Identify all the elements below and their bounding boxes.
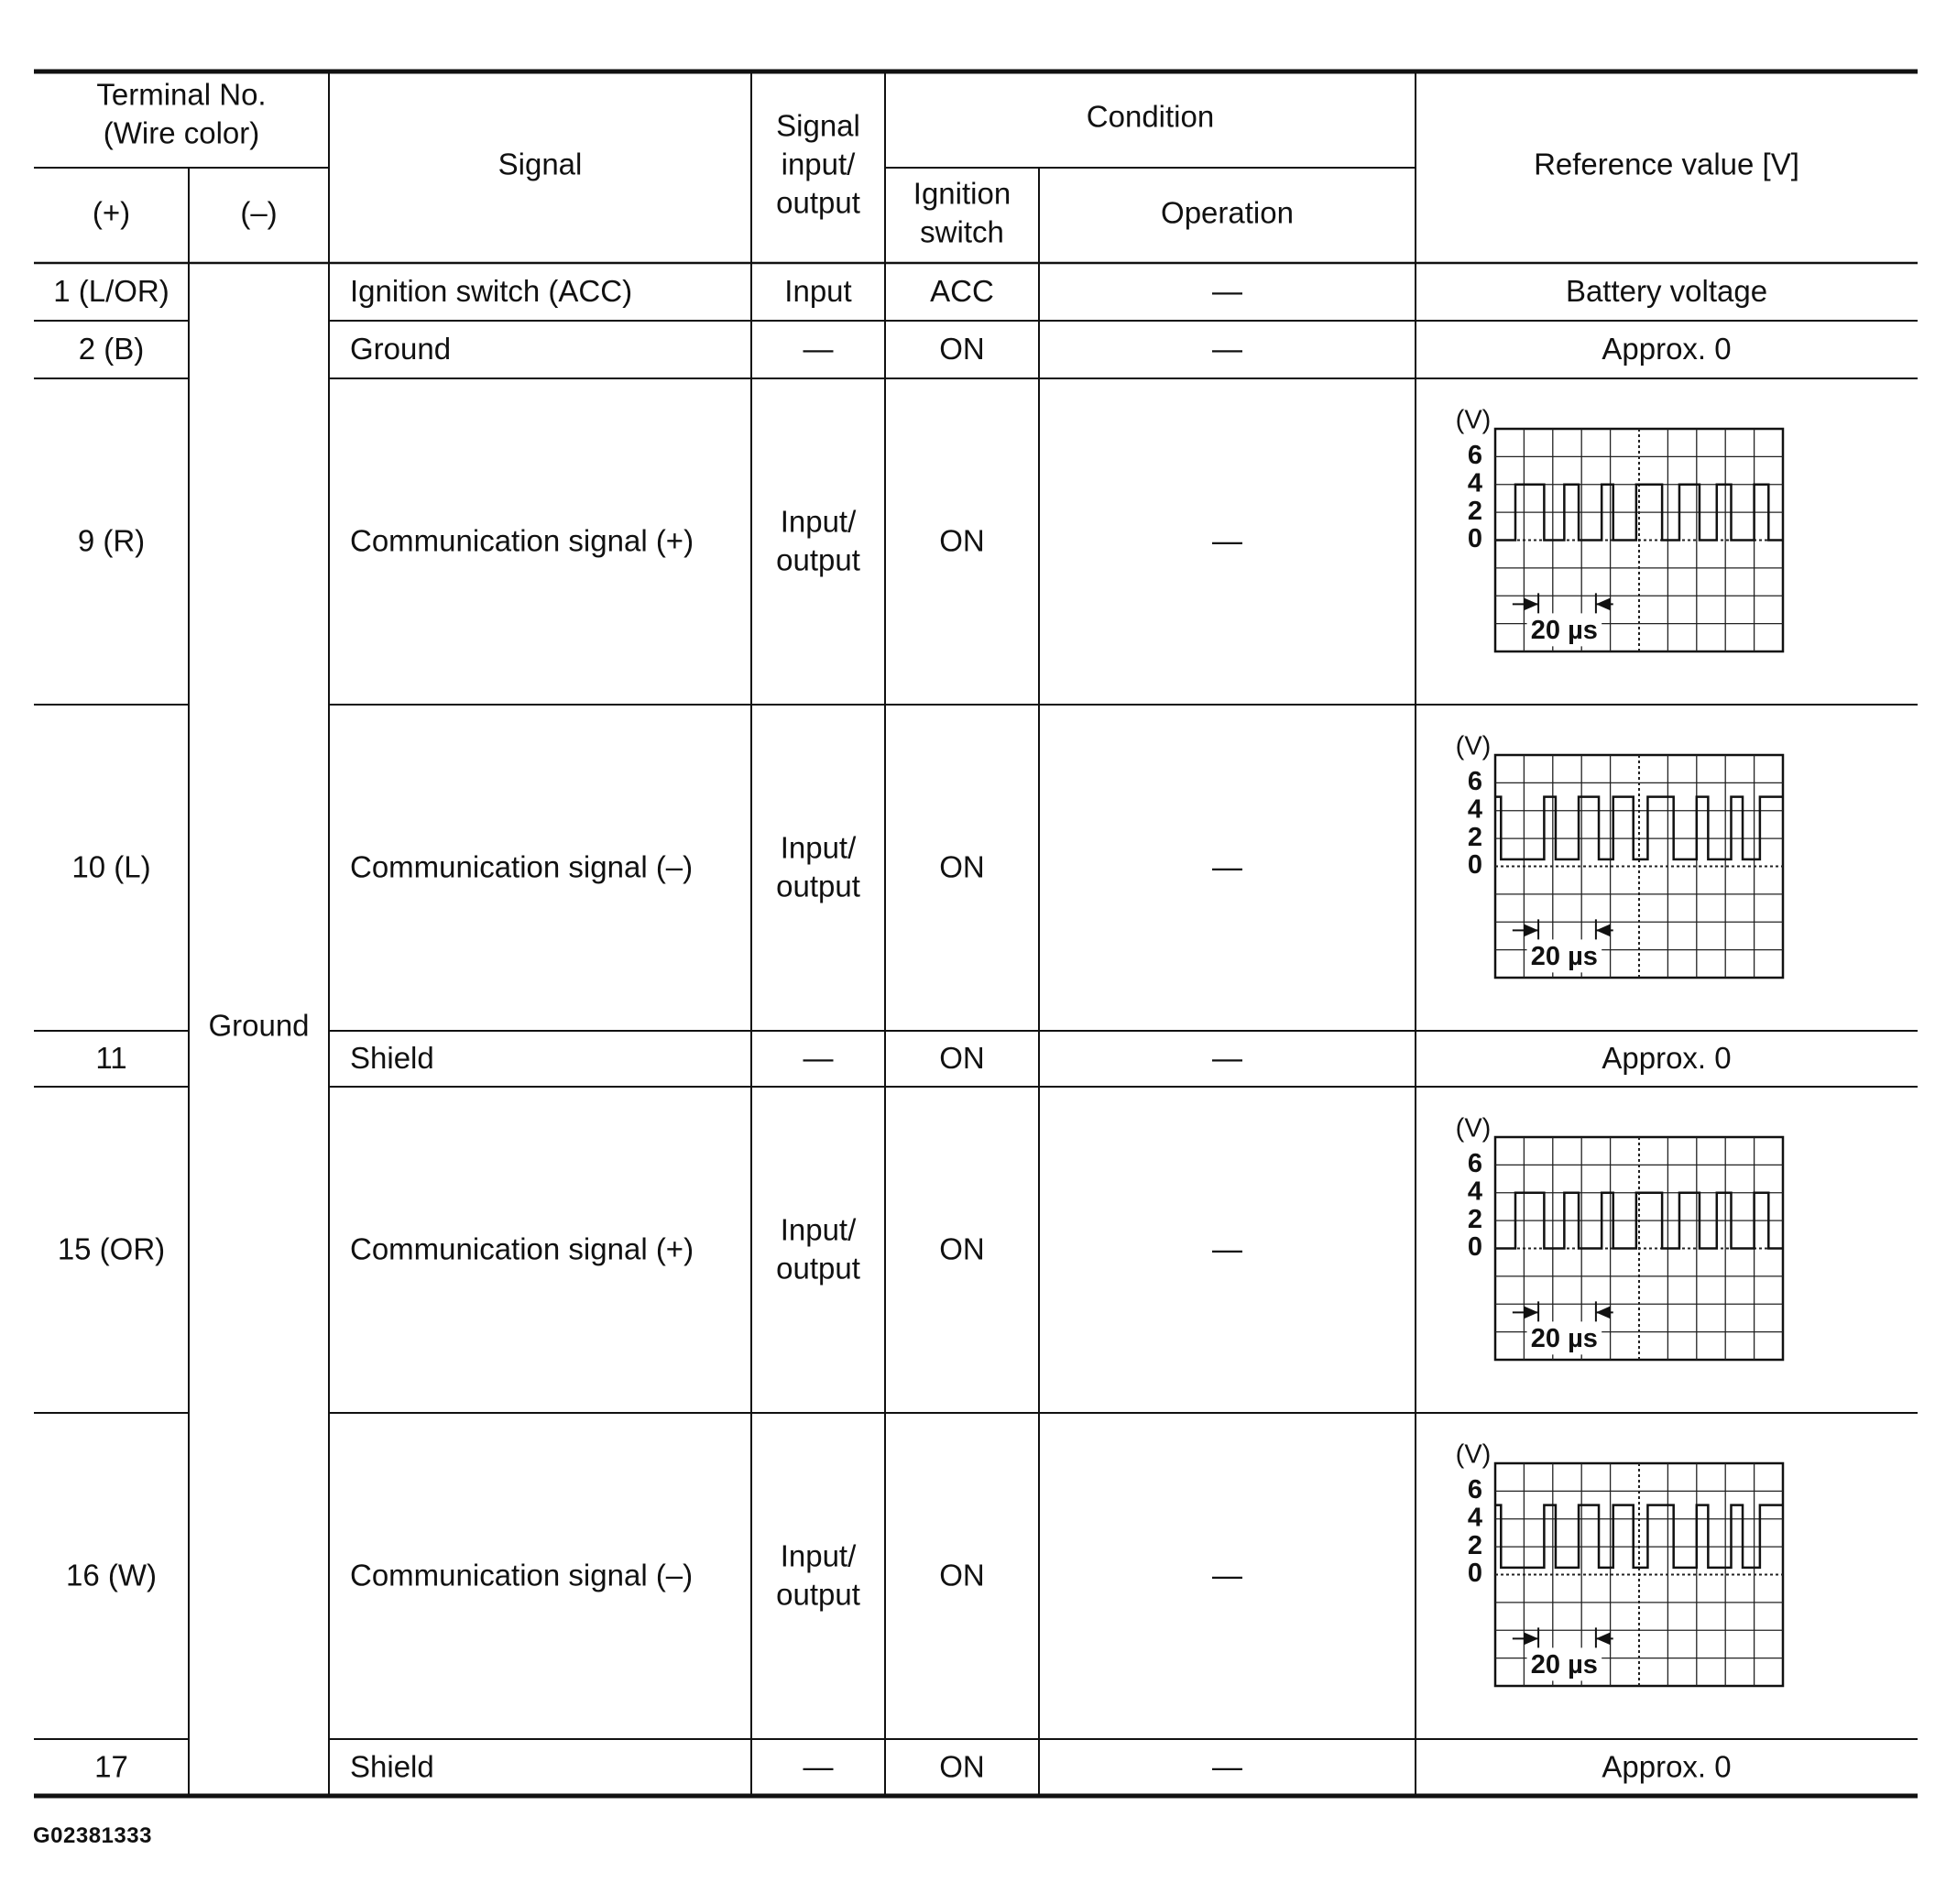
oscilloscope-negative <box>1456 1440 1783 1686</box>
header-reference-value: Reference value [V] <box>1534 147 1799 181</box>
operation-cell: — <box>1212 849 1242 884</box>
reference-cell: Approx. 0 <box>1602 1749 1732 1784</box>
scope-y-tick: 2 <box>1467 496 1483 526</box>
scope-y-tick: 0 <box>1467 1232 1483 1263</box>
header-ignition-switch: switch <box>920 214 1004 249</box>
io-cell: Input/ <box>780 504 857 539</box>
io-cell: Input/ <box>780 1538 857 1573</box>
terminal-cell: 10 (L) <box>71 849 151 884</box>
terminal-cell: 11 <box>95 1041 127 1076</box>
scope-y-tick: 6 <box>1467 1149 1483 1179</box>
signal-cell: Communication signal (–) <box>350 1558 694 1592</box>
scope-time-arrowhead <box>1596 924 1611 936</box>
scope-y-tick: 2 <box>1467 1204 1483 1234</box>
header-plus: (+) <box>92 195 131 230</box>
scope-unit-label: (V) <box>1455 731 1492 761</box>
signal-cell: Communication signal (+) <box>350 1231 694 1266</box>
header-terminal-no: Terminal No. <box>96 77 267 112</box>
scope-unit-label: (V) <box>1455 1113 1492 1143</box>
scope-time-arrowhead <box>1524 924 1538 936</box>
operation-cell: — <box>1212 274 1242 309</box>
ignition-cell: ON <box>939 1041 985 1076</box>
oscilloscope-positive <box>1456 1114 1783 1360</box>
signal-cell: Ground <box>350 332 452 367</box>
scope-unit-label: (V) <box>1455 405 1492 435</box>
ignition-cell: ON <box>939 849 985 884</box>
oscilloscope-negative <box>1456 732 1783 978</box>
scope-y-tick: 6 <box>1467 1475 1483 1505</box>
operation-cell: — <box>1212 1749 1242 1784</box>
scope-y-tick: 0 <box>1467 1559 1483 1589</box>
signal-cell: Ignition switch (ACC) <box>350 274 633 309</box>
header-signal-io: Signal <box>776 108 860 143</box>
scope-time-arrowhead <box>1524 1306 1538 1319</box>
scope-time-arrowhead <box>1596 597 1611 610</box>
scope-y-tick: 6 <box>1467 767 1483 797</box>
header-minus: (–) <box>240 195 278 230</box>
scope-y-tick: 4 <box>1467 468 1483 498</box>
ignition-cell: ON <box>939 1558 985 1592</box>
scope-y-tick: 2 <box>1467 822 1483 852</box>
header-ignition-switch: Ignition <box>913 176 1011 211</box>
header-terminal-no: (Wire color) <box>103 115 260 150</box>
reference-cell: Approx. 0 <box>1602 1041 1732 1076</box>
ignition-cell: ON <box>939 1749 985 1784</box>
io-cell: output <box>776 542 860 577</box>
document-code: G02381333 <box>33 1823 152 1848</box>
scope-y-tick: 0 <box>1467 850 1483 881</box>
signal-cell: Shield <box>350 1041 434 1076</box>
scope-unit-label: (V) <box>1455 1439 1492 1470</box>
io-cell: — <box>803 1041 834 1076</box>
scope-y-tick: 4 <box>1467 1503 1483 1533</box>
table-header <box>93 78 1799 249</box>
header-operation: Operation <box>1161 195 1294 230</box>
terminal-cell: 17 <box>94 1749 128 1784</box>
ignition-cell: ON <box>939 523 985 558</box>
operation-cell: — <box>1212 1558 1242 1592</box>
operation-cell: — <box>1212 1041 1242 1076</box>
scope-time-label: 20 µs <box>1530 1650 1598 1680</box>
terminal-cell: 15 (OR) <box>57 1231 166 1266</box>
table-grid <box>34 71 1918 1796</box>
io-cell: output <box>776 869 860 903</box>
signal-cell: Communication signal (+) <box>350 523 694 558</box>
ignition-cell: ON <box>939 332 985 367</box>
scope-time-arrowhead <box>1524 597 1538 610</box>
scope-time-label: 20 µs <box>1530 616 1598 646</box>
operation-cell: — <box>1212 1231 1242 1266</box>
scope-y-tick: 2 <box>1467 1530 1483 1560</box>
operation-cell: — <box>1212 523 1242 558</box>
header-signal-io: output <box>776 185 860 220</box>
scope-y-tick: 4 <box>1467 1176 1483 1207</box>
terminal-cell: 16 (W) <box>66 1558 157 1592</box>
scope-time-arrowhead <box>1596 1632 1611 1645</box>
signal-cell: Shield <box>350 1749 434 1784</box>
operation-cell: — <box>1212 332 1242 367</box>
terminal-cell: 1 (L/OR) <box>53 274 169 309</box>
table-body <box>53 274 1767 1784</box>
scope-y-tick: 6 <box>1467 441 1483 471</box>
header-signal: Signal <box>497 147 583 181</box>
terminal-cell: 9 (R) <box>77 523 146 558</box>
header-signal-io: input/ <box>781 147 856 181</box>
io-cell: — <box>803 1749 834 1784</box>
scope-time-label: 20 µs <box>1530 942 1598 972</box>
signal-cell: Communication signal (–) <box>350 849 694 884</box>
scope-time-label: 20 µs <box>1530 1324 1598 1354</box>
ignition-cell: ACC <box>930 274 994 309</box>
ground-label: Ground <box>208 1008 310 1043</box>
scope-y-tick: 0 <box>1467 524 1483 554</box>
io-cell: output <box>776 1251 860 1286</box>
ignition-cell: ON <box>939 1231 985 1266</box>
scope-y-tick: 4 <box>1467 794 1483 825</box>
reference-cell: Approx. 0 <box>1602 332 1732 367</box>
oscilloscope-positive <box>1456 406 1783 651</box>
scope-time-arrowhead <box>1524 1632 1538 1645</box>
scope-time-arrowhead <box>1596 1306 1611 1319</box>
io-cell: Input <box>784 274 852 309</box>
io-cell: Input/ <box>780 830 857 865</box>
io-cell: — <box>803 332 834 367</box>
terminal-cell: 2 (B) <box>78 332 145 367</box>
reference-cell: Battery voltage <box>1565 274 1768 309</box>
io-cell: Input/ <box>780 1212 857 1247</box>
io-cell: output <box>776 1577 860 1612</box>
header-condition: Condition <box>1086 99 1215 134</box>
